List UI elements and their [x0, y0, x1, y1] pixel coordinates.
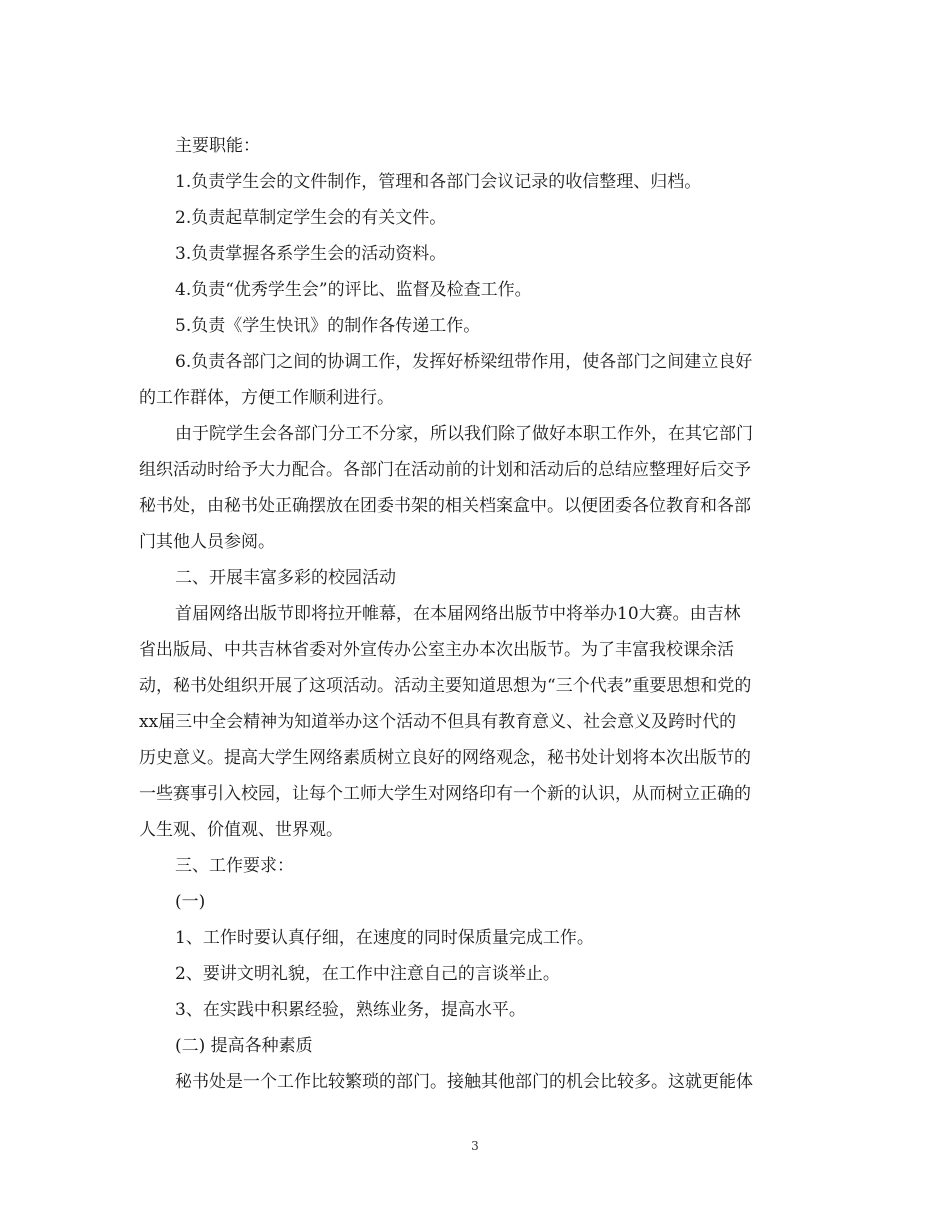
text-line: 二、开展丰富多彩的校园活动: [175, 568, 396, 588]
text-line: 秘书处，由秘书处正确摆放在团委书架的相关档案盒中。以便团委各位教育和各部: [139, 496, 751, 516]
text-line: 2.负责起草制定学生会的有关文件。: [175, 208, 447, 228]
text-line: 1、工作时要认真仔细，在速度的同时保质量完成工作。: [175, 928, 594, 948]
text-line: 的工作群体，方便工作顺利进行。: [139, 388, 394, 408]
text-line: 3.负责掌握各系学生会的活动资料。: [175, 244, 447, 264]
text-line: 6.负责各部门之间的协调工作，发挥好桥梁纽带作用，使各部门之间建立良好: [175, 352, 753, 372]
text-line: 三、工作要求：: [175, 856, 294, 876]
text-line: 1.负责学生会的文件制作，管理和各部门会议记录的收信整理、归档。: [175, 172, 702, 192]
text-line: 4.负责“优秀学生会”的评比、监督及检查工作。: [175, 280, 532, 300]
text-line: 门其他人员参阅。: [139, 532, 275, 552]
text-line: 人生观、价值观、世界观。: [139, 820, 343, 840]
text-line: xx届三中全会精神为知道举办这个活动不但具有教育意义、社会意义及跨时代的: [139, 712, 737, 732]
text-line: 5.负责《学生快讯》的制作各传递工作。: [175, 316, 481, 336]
page-number: 3: [471, 1139, 479, 1153]
text-line: 省出版局、中共吉林省委对外宣传办公室主办本次出版节。为了丰富我校课余活: [139, 640, 734, 660]
text-line: 动，秘书处组织开展了这项活动。活动主要知道思想为“三个代表”重要思想和党的: [139, 676, 752, 696]
document-body: [139, 128, 817, 1100]
text-line: 历史意义。提高大学生网络素质树立良好的网络观念，秘书处计划将本次出版节的: [139, 748, 751, 768]
text-line: 2、要讲文明礼貌，在工作中注意自己的言谈举止。: [175, 964, 560, 984]
text-line: 3、在实践中积累经验，熟练业务，提高水平。: [175, 1000, 526, 1020]
text-line: 组织活动时给予大力配合。各部门在活动前的计划和活动后的总结应整理好后交予: [139, 460, 751, 480]
text-line: 由于院学生会各部门分工不分家，所以我们除了做好本职工作外，在其它部门: [175, 424, 753, 444]
text-line: (二) 提高各种素质: [175, 1036, 313, 1056]
text-line: 主要职能：: [175, 136, 260, 156]
text-line: 一些赛事引入校园，让每个工师大学生对网络印有一个新的认识，从而树立正确的: [139, 784, 751, 804]
text-line: 首届网络出版节即将拉开帷幕，在本届网络出版节中将举办10大赛。由吉林: [175, 604, 741, 624]
text-line: (一): [175, 892, 206, 912]
text-line: 秘书处是一个工作比较繁琐的部门。接触其他部门的机会比较多。这就更能体: [175, 1072, 753, 1092]
